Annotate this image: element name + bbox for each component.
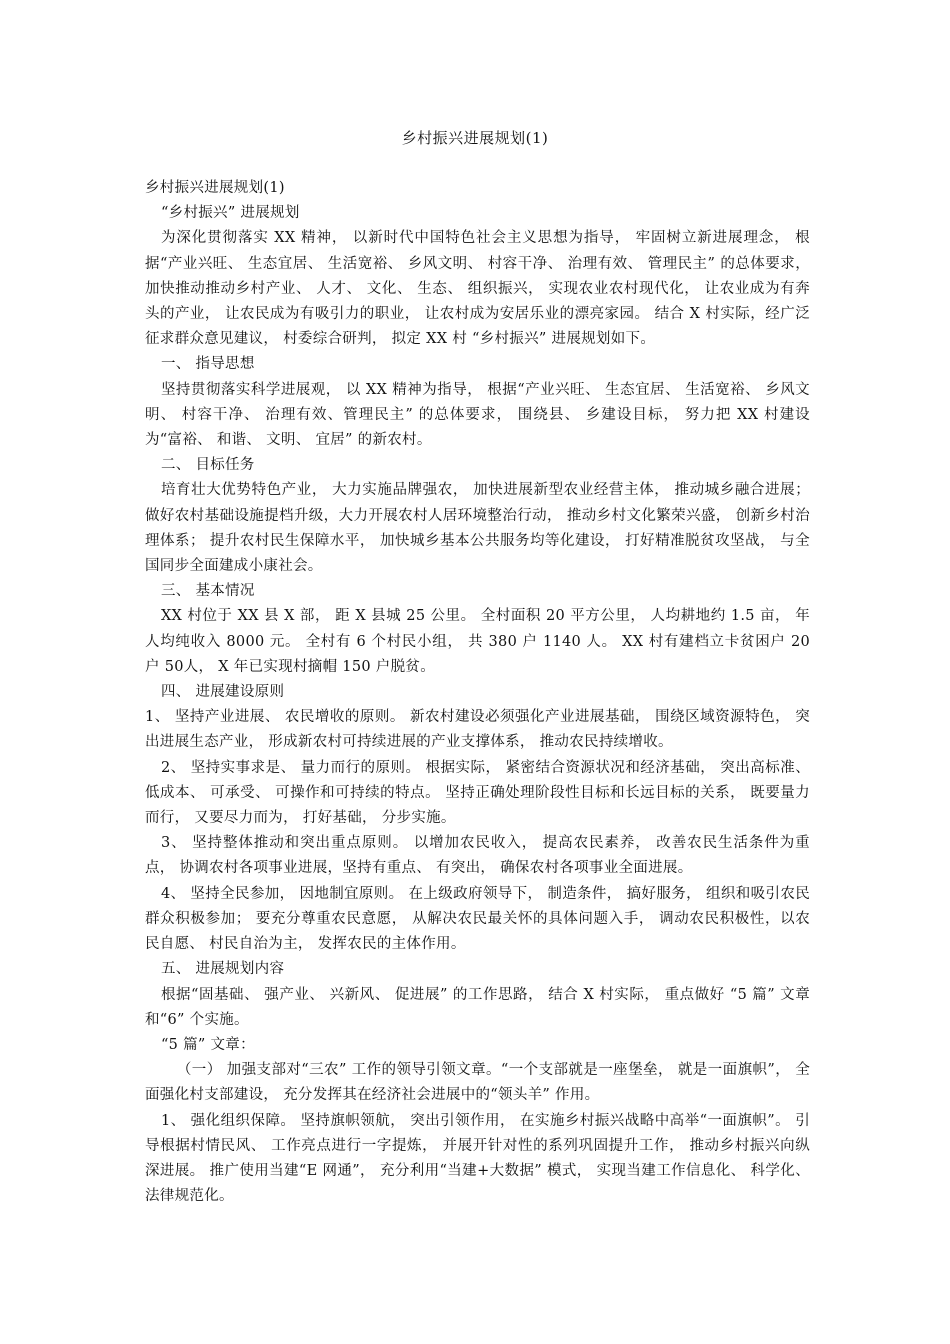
article-1-item-1-paragraph: 1、 强化组织保障。 坚持旗帜领航， 突出引领作用， 在实施乡村振兴战略中高举“一面旗帜”。 引导根据村情民风、 工作亮点进行一字提炼， 并展开针对性的系列巩固提升工作， 推动乡村振兴向纵深进展。 推广使用当建“E 网通”， 充分利用“当建+大数据” 模式， 实现当建工作信息化、 科学化、 法律规范化。 [145,1112,810,1205]
guiding-ideology-paragraph: 坚持贯彻落实科学进展观， 以 XX 精神为指导， 根据“产业兴旺、 生态宜居、 生活宽裕、 乡风文明、 村容干净、 治理有效、管理民主” 的总体要求， 围绕县、 乡建设目标， 努力把 XX 村建设为“富裕、 和谐、 文明、 宜居” 的新农村。 [145,381,810,449]
plan-heading: “乡村振兴” 进展规划 [160,205,300,222]
section-heading-goals: 二、 目标任务 [160,457,255,474]
principle-3-paragraph: 3、 坚持整体推动和突出重点原则。 以增加农民收入， 提高农民素养， 改善农民生活条件为重点， 协调农村各项事业进展，坚持有重点、 有突出， 确保农村各项事业全面进展。 [145,835,810,877]
principle-1-paragraph: 1、 坚持产业进展、 农民增收的原则。 新农村建设必须强化产业进展基础， 围绕区域资源特色， 突出进展生态产业， 形成新农村可持续进展的产业支撑体系， 推动农民持续增收。 [145,709,810,751]
principle-4-paragraph: 4、 坚持全民参加， 因地制宜原则。 在上级政府领导下， 制造条件， 搞好服务， 组织和吸引农民群众积极参加； 要充分尊重农民意愿， 从解决农民最关怀的具体问题入手， 调动农民积极性，以农民自愿、 村民自治为主， 发挥农民的主体作用。 [145,885,810,953]
section-heading-principles: 四、 进展建设原则 [160,684,285,701]
article-1-paragraph: （一） 加强支部对“三农” 工作的领导引领文章。“一个支部就是一座堡垒， 就是一面旗帜”， 全面强化村支部建设， 充分发挥其在经济社会进展中的“领头羊” 作用。 [145,1062,810,1104]
document-body [145,176,810,1209]
subtitle-paragraph: 乡村振兴进展规划(1) [145,180,285,196]
section-heading-plan-content: 五、 进展规划内容 [160,961,285,978]
goals-paragraph: 培育壮大优势特色产业， 大力实施品牌强农， 加快进展新型农业经营主体， 推动城乡融合进展； 做好农村基础设施提档升级，大力开展农村人居环境整治行动， 推动乡村文化繁荣兴盛， 创新乡村治理体系； 提升农村民生保障水平， 加快城乡基本公共服务均等化建设， 打好精准脱贫攻坚战， 与全国同步全面建成小康社会。 [145,482,810,575]
section-heading-guiding-ideology: 一、 指导思想 [160,356,255,373]
intro-paragraph: 为深化贯彻落实 XX 精神， 以新时代中国特色社会主义思想为指导， 牢固树立新进展理念， 根据“产业兴旺、 生态宜居、 生活宽裕、 乡风文明、 村容干净、 治理有效、 管理民主” 的总体要求， 加快推动推动乡村产业、 人才、 文化、 生态、 组织振兴， 实现农业农村现代化， 让农业成为有奔头的产业， 让农民成为有吸引力的职业， 让农村成为安居乐业的漂亮家园。 结合 X 村实际，经广泛征求群众意见建议， 村委综合研判， 拟定 XX 村 “乡村振兴” 进展规划如下。 [145,230,810,348]
plan-content-paragraph: 根据“固基础、 强产业、 兴新风、 促进展” 的工作思路， 结合 X 村实际， 重点做好 “5 篇” 文章和“6” 个实施。 [145,986,810,1028]
section-heading-basic-situation: 三、 基本情况 [160,583,255,600]
document-title: 乡村振兴进展规划(1) [401,129,549,147]
principle-2-paragraph: 2、 坚持实事求是、 量力而行的原则。 根据实际， 紧密结合资源状况和经济基础， 突出高标准、 低成本、 可承受、 可操作和可持续的特点。 坚持正确处理阶段性目标和长远目标的关系， 既要量力而行， 又要尽力而为， 打好基础， 分步实施。 [145,759,810,827]
basic-situation-paragraph: XX 村位于 XX 县 X 部， 距 X 县城 25 公里。 全村面积 20 平方公里， 人均耕地约 1.5 亩， 年人均纯收入 8000 元。 全村有 6 个村民小组， 共 380 户 1140 人。 XX 村有建档立卡贫困户 20 户 50人， X 年已实现村摘帽 150 户脱贫。 [145,608,810,675]
five-articles-heading: “5 篇” 文章： [160,1036,255,1053]
